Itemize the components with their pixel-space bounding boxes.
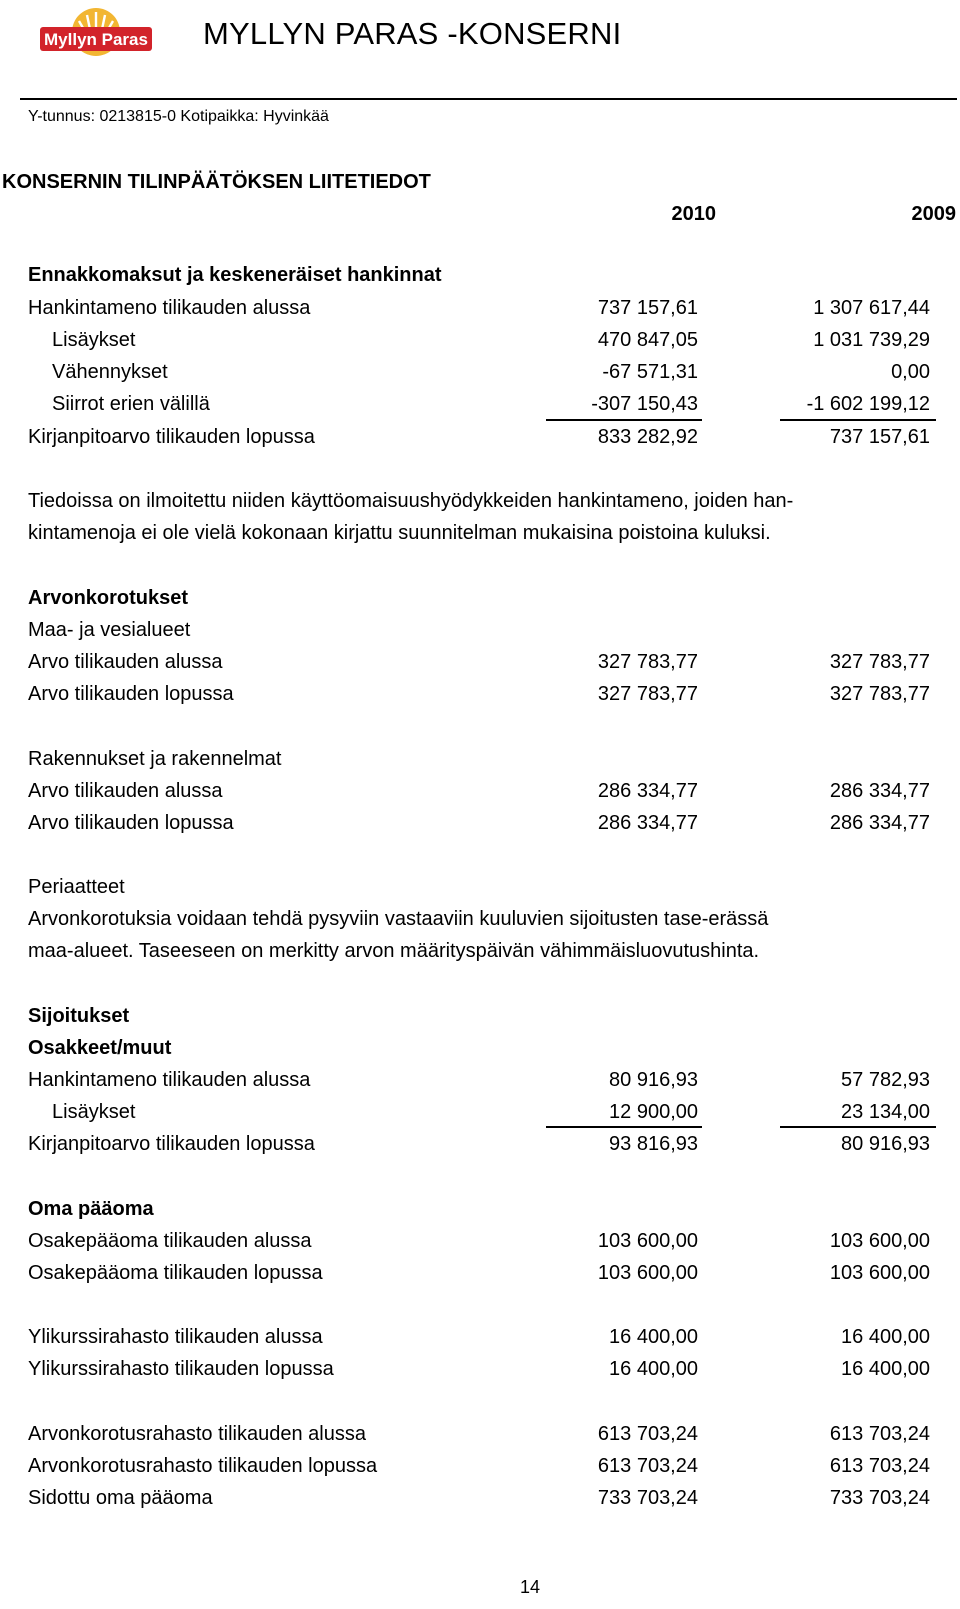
value-2010: 327 783,77 <box>597 651 698 673</box>
row-label: Osakkeet/muut <box>28 1037 172 1059</box>
table-row <box>0 421 960 453</box>
row-label: Ylikurssirahasto tilikauden alussa <box>28 1326 323 1348</box>
section-oma-paaoma-heading <box>0 1193 960 1225</box>
value-2009: 286 334,77 <box>829 812 930 834</box>
row-label: Rakennukset ja rakennelmat <box>28 748 282 770</box>
table-row <box>0 1064 960 1096</box>
value-2010: 833 282,92 <box>597 426 698 448</box>
value-2010: 286 334,77 <box>597 812 698 834</box>
table-row <box>0 1257 960 1289</box>
row-label: Ylikurssirahasto tilikauden lopussa <box>28 1358 334 1380</box>
value-2009: -1 602 199,12 <box>806 393 930 415</box>
row-label: Sidottu oma pääoma <box>28 1487 213 1509</box>
note-line: kintamenoja ei ole vielä kokonaan kirjattu suunnitelman mukaisina poistoina kuluksi. <box>28 522 771 544</box>
table-row <box>0 1418 960 1450</box>
table-row <box>0 1450 960 1482</box>
row-label: Hankintameno tilikauden alussa <box>28 297 311 319</box>
table-row <box>0 324 960 356</box>
row-label: Kirjanpitoarvo tilikauden lopussa <box>28 1133 315 1155</box>
value-2009: 613 703,24 <box>829 1423 930 1445</box>
periaatteet-text <box>28 903 938 967</box>
section-arvonkorotukset-heading <box>0 582 960 614</box>
value-2009: 286 334,77 <box>829 780 930 802</box>
row-label: Ennakkomaksut ja keskeneräiset hankinnat <box>28 264 442 286</box>
value-2010: 16 400,00 <box>609 1326 698 1348</box>
value-2010: 103 600,00 <box>597 1262 698 1284</box>
note-line: Arvonkorotuksia voidaan tehdä pysyviin vastaaviin kuuluvien sijoitusten tase-erässä <box>28 908 769 930</box>
row-label: Vähennykset <box>52 361 168 383</box>
value-2009: 103 600,00 <box>829 1262 930 1284</box>
column-year-2009: 2009 <box>911 203 956 225</box>
value-2009: 23 134,00 <box>841 1101 930 1123</box>
section-heading: KONSERNIN TILINPÄÄTÖKSEN LIITETIEDOT <box>2 171 431 193</box>
table-row <box>0 646 960 678</box>
table-row <box>0 1482 960 1514</box>
column-year-2010: 2010 <box>671 203 716 225</box>
value-2010: 93 816,93 <box>609 1133 698 1155</box>
value-2009: 327 783,77 <box>829 683 930 705</box>
value-2010: -67 571,31 <box>602 361 698 383</box>
value-2010: 80 916,93 <box>609 1069 698 1091</box>
company-info: Y-tunnus: 0213815-0 Kotipaikka: Hyvinkää <box>28 108 329 125</box>
row-label: Oma pääoma <box>28 1198 154 1220</box>
row-label: Kirjanpitoarvo tilikauden lopussa <box>28 426 315 448</box>
table-row <box>0 775 960 807</box>
section-ennakkomaksut-heading <box>0 259 960 291</box>
value-2010: 103 600,00 <box>597 1230 698 1252</box>
value-2010: 613 703,24 <box>597 1423 698 1445</box>
subsection-heading <box>0 871 960 903</box>
table-row <box>0 807 960 839</box>
row-label: Arvo tilikauden alussa <box>28 780 223 802</box>
value-2009: 80 916,93 <box>841 1133 930 1155</box>
table-row <box>0 1128 960 1160</box>
value-2009: 1 031 739,29 <box>813 329 930 351</box>
value-2010: 613 703,24 <box>597 1455 698 1477</box>
value-2010: -307 150,43 <box>591 393 698 415</box>
value-2010: 327 783,77 <box>597 683 698 705</box>
table-row <box>0 1321 960 1353</box>
table-row <box>0 1225 960 1257</box>
note-line: maa-alueet. Taseeseen on merkitty arvon määrityspäivän vähimmäisluovutushinta. <box>28 940 760 962</box>
row-label: Lisäykset <box>52 329 136 351</box>
value-2009: 737 157,61 <box>829 426 930 448</box>
table-row <box>0 678 960 710</box>
subsection-heading <box>0 743 960 775</box>
table-row <box>0 1096 960 1128</box>
value-2009: 16 400,00 <box>841 1326 930 1348</box>
row-label: Arvo tilikauden alussa <box>28 651 223 673</box>
value-2010: 286 334,77 <box>597 780 698 802</box>
ennakkomaksut-note <box>28 485 938 549</box>
row-label: Periaatteet <box>28 876 125 898</box>
page-number: 14 <box>519 1577 541 1597</box>
value-2010: 12 900,00 <box>609 1101 698 1123</box>
row-label: Siirrot erien välillä <box>52 393 210 415</box>
table-row <box>0 356 960 388</box>
row-label: Lisäykset <box>52 1101 136 1123</box>
value-2009: 733 703,24 <box>829 1487 930 1509</box>
row-label: Arvonkorotusrahasto tilikauden alussa <box>28 1423 366 1445</box>
table-row <box>0 292 960 324</box>
row-label: Osakepääoma tilikauden lopussa <box>28 1262 323 1284</box>
value-2010: 733 703,24 <box>597 1487 698 1509</box>
value-2009: 57 782,93 <box>841 1069 930 1091</box>
row-label: Arvonkorotusrahasto tilikauden lopussa <box>28 1455 378 1477</box>
row-label: Maa- ja vesialueet <box>28 619 191 641</box>
page-title: MYLLYN PARAS -KONSERNI <box>203 16 622 51</box>
value-2009: 0,00 <box>891 361 930 383</box>
value-2009: 613 703,24 <box>829 1455 930 1477</box>
value-2010: 16 400,00 <box>609 1358 698 1380</box>
value-2010: 737 157,61 <box>597 297 698 319</box>
table-row <box>0 388 960 420</box>
note-line: Tiedoissa on ilmoitettu niiden käyttöomaisuushyödykkeiden hankintameno, joiden han- <box>28 490 794 512</box>
row-label: Arvo tilikauden lopussa <box>28 812 234 834</box>
row-label: Sijoitukset <box>28 1005 130 1027</box>
value-2009: 1 307 617,44 <box>813 297 930 319</box>
logo-wordmark: Myllyn Paras <box>44 30 148 49</box>
subsection-heading <box>0 614 960 646</box>
row-label: Osakepääoma tilikauden alussa <box>28 1230 312 1252</box>
table-row <box>0 1353 960 1385</box>
value-2009: 16 400,00 <box>841 1358 930 1380</box>
row-label: Arvonkorotukset <box>28 587 189 609</box>
value-2010: 470 847,05 <box>597 329 698 351</box>
row-label: Arvo tilikauden lopussa <box>28 683 234 705</box>
value-2009: 327 783,77 <box>829 651 930 673</box>
value-2009: 103 600,00 <box>829 1230 930 1252</box>
subsection-heading <box>0 1032 960 1064</box>
row-label: Hankintameno tilikauden alussa <box>28 1069 311 1091</box>
section-sijoitukset-heading <box>0 1000 960 1032</box>
